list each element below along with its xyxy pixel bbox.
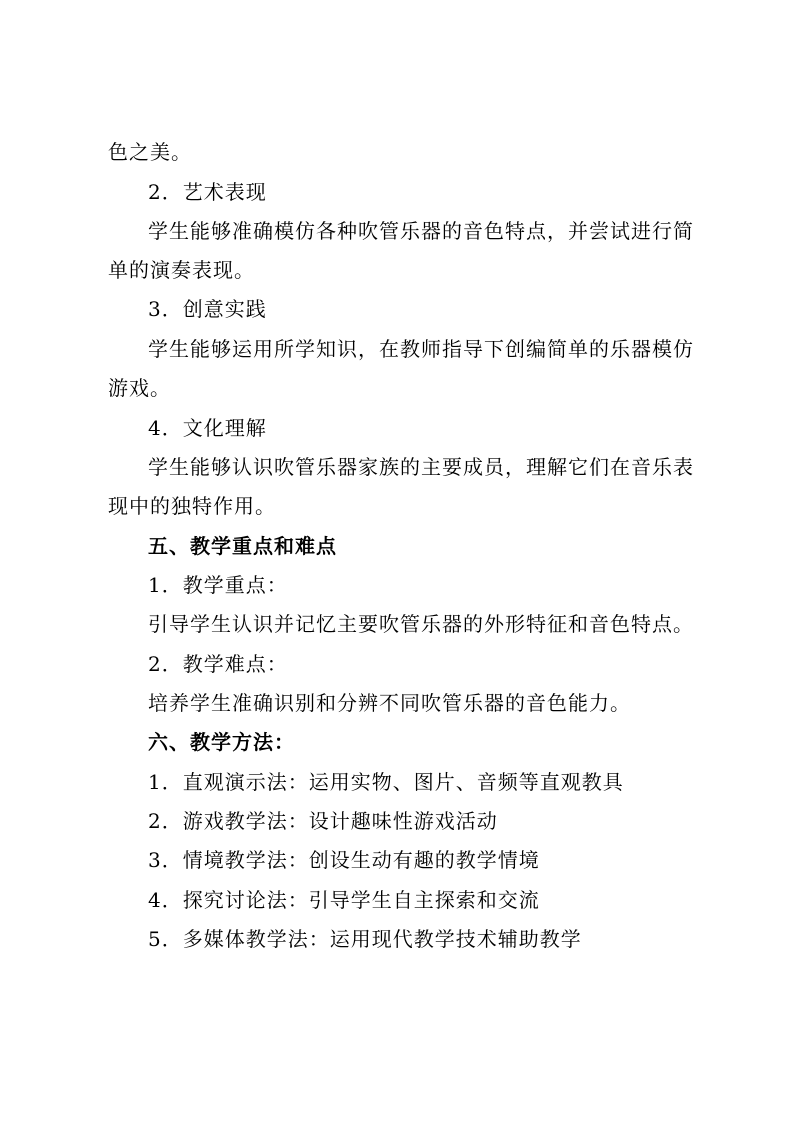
text-line: 游戏。 [108, 376, 171, 400]
method-item: 5．多媒体教学法：运用现代教学技术辅助教学 [148, 927, 582, 951]
text-line: 培养学生准确识别和分辨不同吹管乐器的音色能力。 [148, 691, 631, 715]
subheading-creative-practice: 3．创意实践 [148, 297, 267, 321]
method-item: 2．游戏教学法：设计趣味性游戏活动 [148, 809, 498, 833]
method-item: 1．直观演示法：运用实物、图片、音频等直观教具 [148, 770, 624, 794]
subheading-teaching-focus: 1．教学重点： [148, 573, 288, 597]
section-heading-teaching-methods: 六、教学方法： [148, 730, 295, 754]
text-line: 学生能够运用所学知识，在教师指导下创编简单的乐器模仿 [148, 337, 694, 361]
method-item: 3．情境教学法：创设生动有趣的教学情境 [148, 848, 540, 872]
section-heading-key-points: 五、教学重点和难点 [148, 534, 337, 558]
text-line: 现中的独特作用。 [108, 494, 276, 518]
subheading-artistic-expression: 2．艺术表现 [148, 180, 267, 204]
subheading-teaching-difficulty: 2．教学难点： [148, 652, 288, 676]
text-line: 色之美。 [108, 140, 192, 164]
text-line: 学生能够准确模仿各种吹管乐器的音色特点，并尝试进行简 [148, 219, 694, 243]
text-line: 单的演奏表现。 [108, 258, 255, 282]
text-line: 学生能够认识吹管乐器家族的主要成员，理解它们在音乐表 [148, 455, 694, 479]
method-item: 4．探究讨论法：引导学生自主探索和交流 [148, 888, 540, 912]
subheading-cultural-understanding: 4．文化理解 [148, 416, 267, 440]
text-line: 引导学生认识并记忆主要吹管乐器的外形特征和音色特点。 [148, 612, 694, 636]
